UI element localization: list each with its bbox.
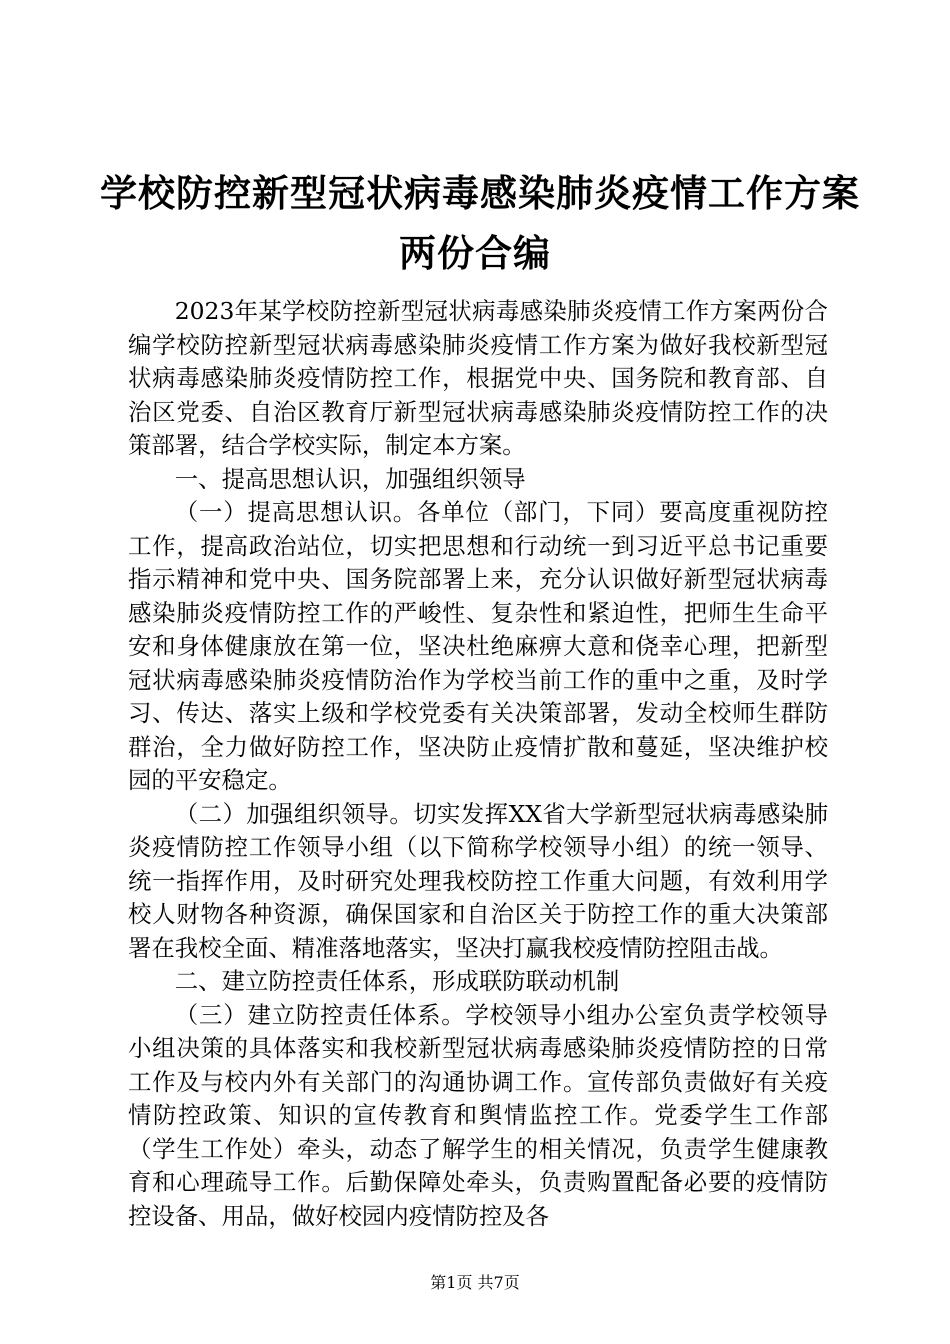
document-title-line-2: 两份合编 — [399, 232, 551, 275]
paragraph-2: （二）加强组织领导。切实发挥XX省大学新型冠状病毒感染肺炎疫情防控工作领导小组（以下简称学校领导小组）的统一领导、统一指挥作用，及时研究处理我校防控工作重大问题，有效利用学校人财物各种资源，确保国家和自治区关于防控工作的重大决策部署在我校全面、精准落地落实，坚决打赢我校疫情防控阻击战。 — [128, 799, 828, 962]
section-heading-1: 一、提高思想认识，加强组织领导 — [174, 464, 526, 493]
paragraph-3: （三）建立防控责任体系。学校领导小组办公室负责学校领导小组决策的具体落实和我校新型冠状病毒感染肺炎疫情防控的日常工作及与校内外有关部门的沟通协调工作。宣传部负责做好有关疫情防控政策、知识的宣传教育和舆情监控工作。党委学生工作部（学生工作处）牵头，动态了解学生的相关情况，负责学生健康教育和心理疏导工作。后勤保障处牵头，负责购置配备必要的疫情防控设备、用品，做好校园内疫情防控及各 — [128, 1000, 828, 1230]
document-title-line-1: 学校防控新型冠状病毒感染肺炎疫情工作方案 — [100, 172, 860, 215]
section-heading-2: 二、建立防控责任体系，形成联防联动机制 — [174, 967, 620, 995]
page-number-footer: 第1页 共7页 — [430, 1273, 520, 1292]
paragraph-intro: 2023年某学校防控新型冠状病毒感染肺炎疫情工作方案两份合编学校防控新型冠状病毒感染肺炎疫情工作方案为做好我校新型冠状病毒感染肺炎疫情防控工作，根据党中央、国务院和教育部、自治区党委、自治区教育厅新型冠状病毒感染肺炎疫情防控工作的决策部署，结合学校实际，制定本方案。 — [128, 297, 828, 459]
paragraph-1: （一）提高思想认识。各单位（部门，下同）要高度重视防控工作，提高政治站位，切实把思想和行动统一到习近平总书记重要指示精神和党中央、国务院部署上来，充分认识做好新型冠状病毒感染肺炎疫情防控工作的严峻性、复杂性和紧迫性，把师生生命平安和身体健康放在第一位，坚决杜绝麻痹大意和侥幸心理，把新型冠状病毒感染肺炎疫情防治作为学校当前工作的重中之重，及时学习、传达、落实上级和学校党委有关决策部署，发动全校师生群防群治，全力做好防控工作，坚决防止疫情扩散和蔓延，坚决维护校园的平安稳定。 — [128, 498, 828, 794]
document-body — [128, 295, 828, 1233]
